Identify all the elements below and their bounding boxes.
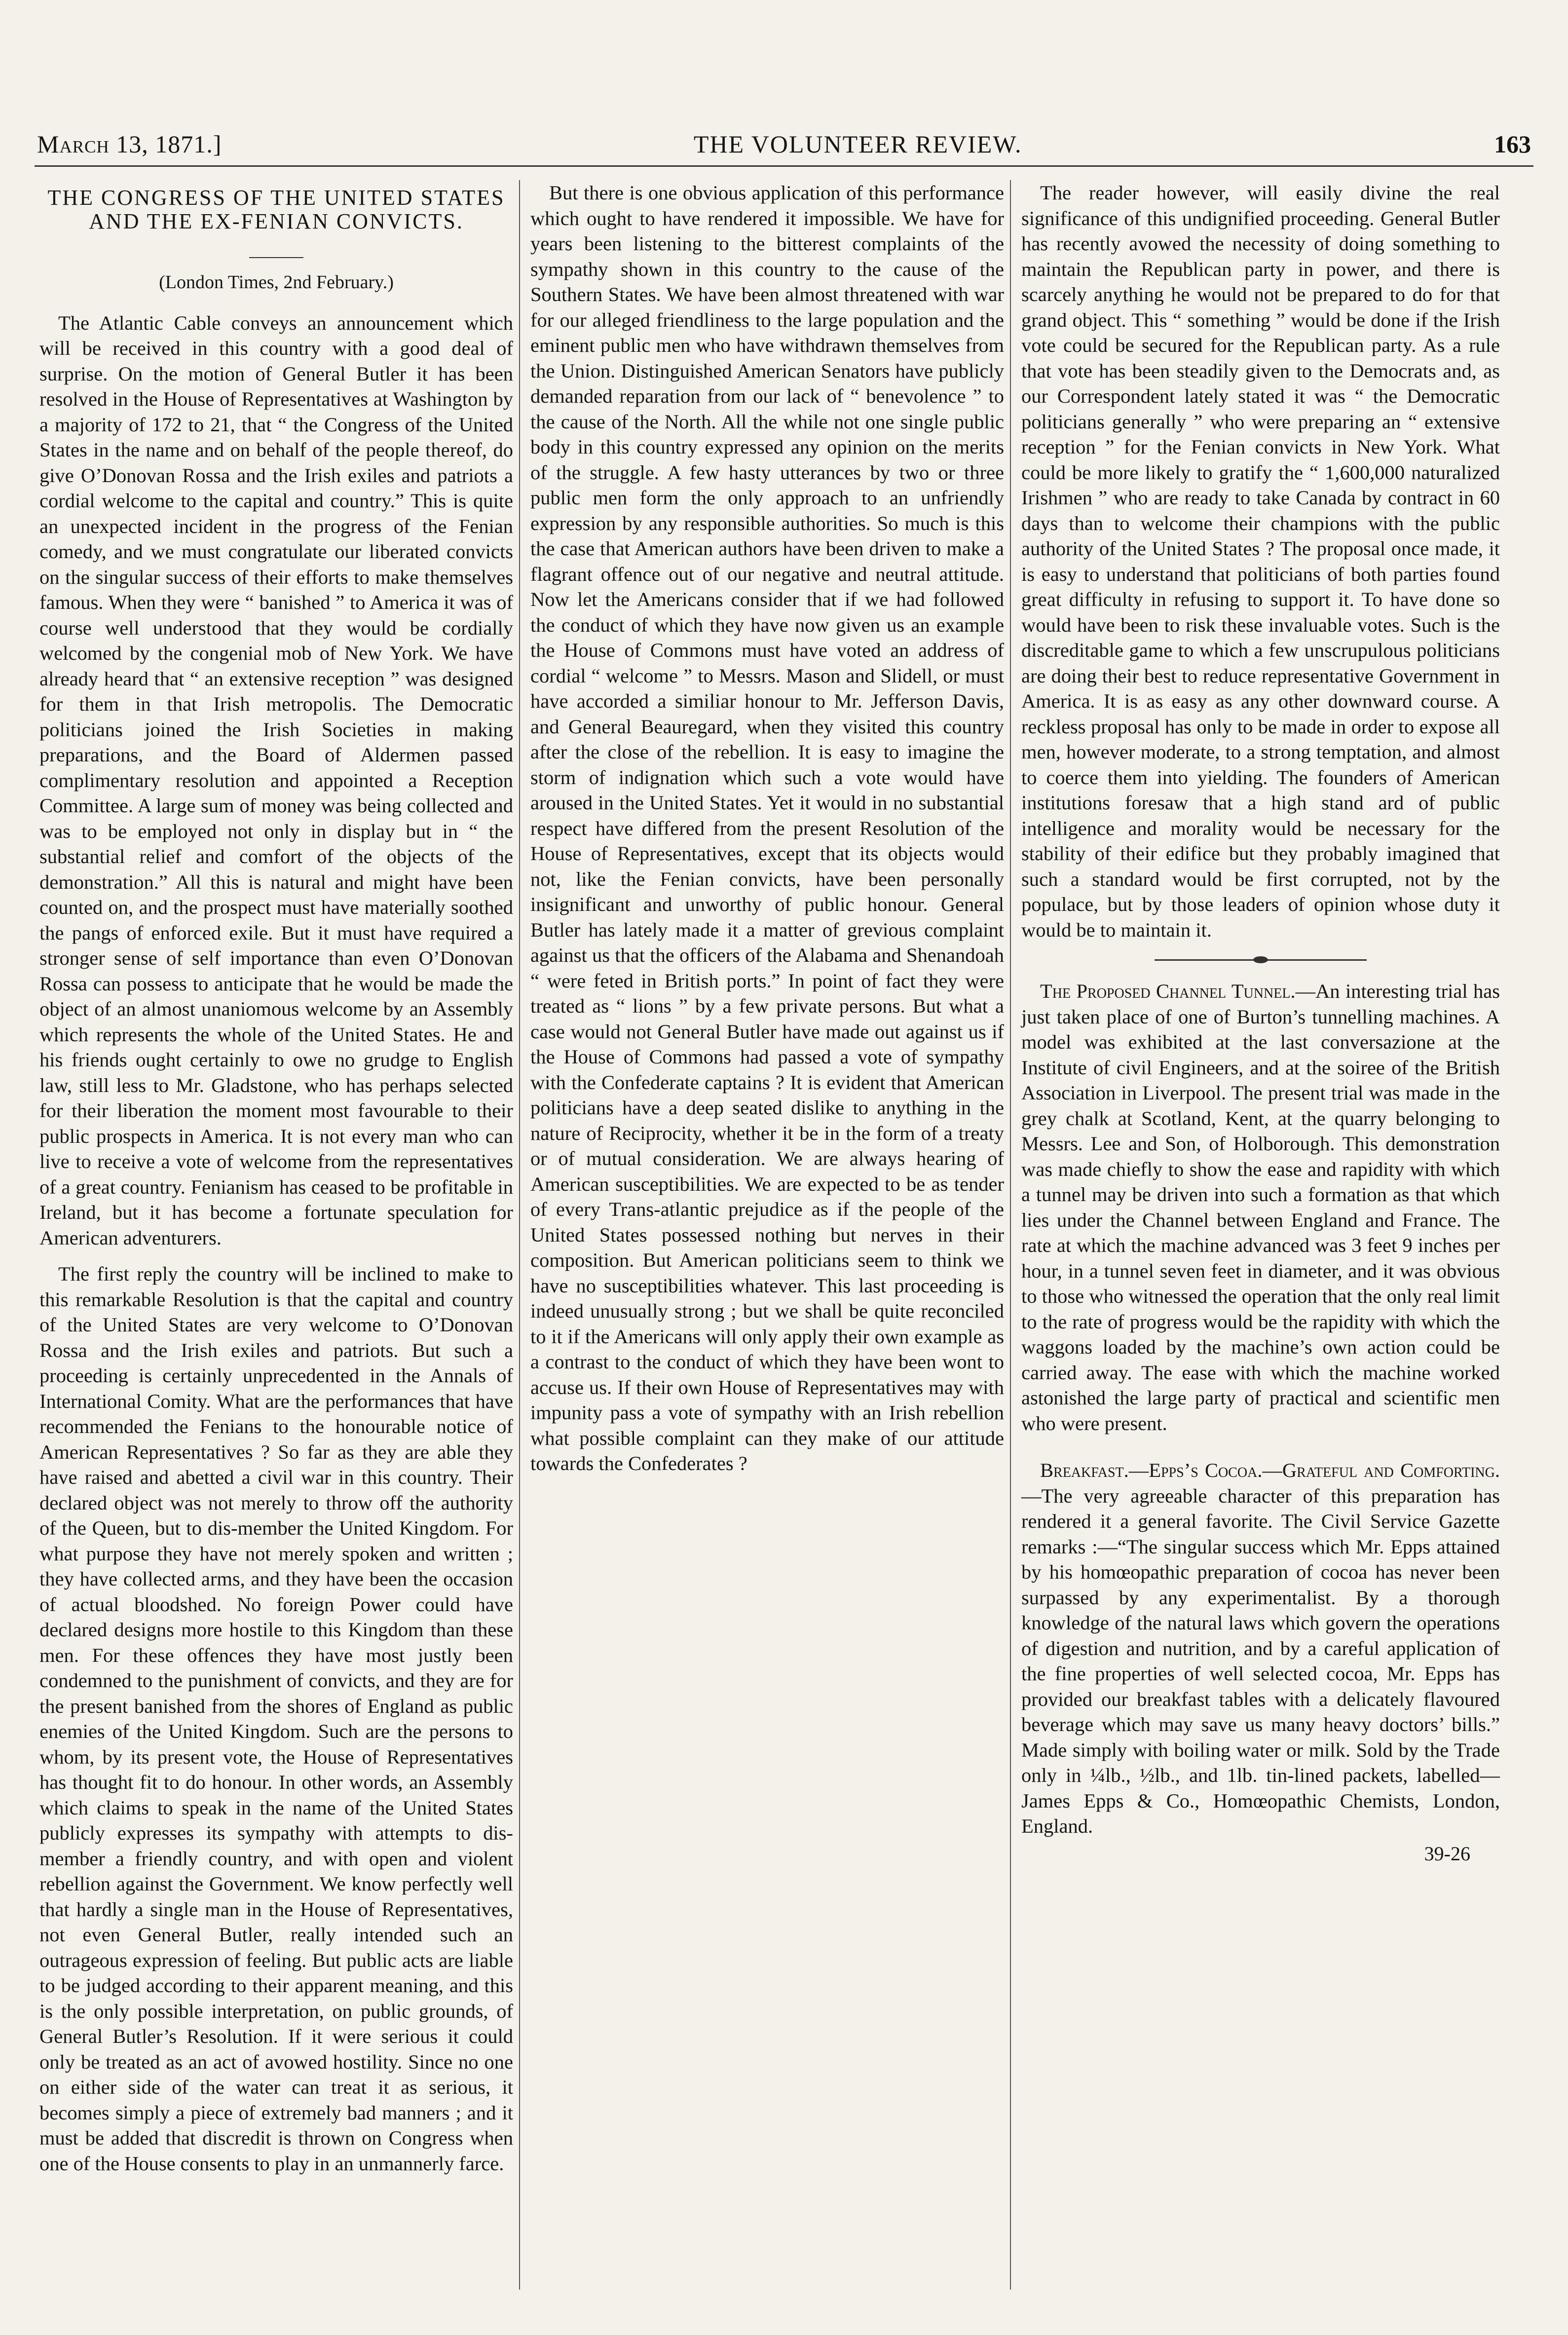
article-paragraph: The Atlantic Cable conveys an announcement which will be received in this country with a good deal of surprise. On the motion of General Butler it has been resolved in the House of Representatives at Washington by a majority of 172 to 21, that “ the Congress of the United States in the name and on behalf of the people thereof, do give O’Donovan Rossa and the Irish exiles and patriots a cordial welcome to the capital and country.” This is quite an unexpected incident in the progress of the Fenian comedy, and we must congratulate our liberated convicts on the singular success of their efforts to make themselves famous. When they were “ banished ” to America it was of course well understood that they would be cordially welcomed by the congenial mob of New York. We have already heard that “ an extensive reception ” was designed for them in that Irish metropolis. The Democratic politicians joined the Irish Societies in making preparations, and the Board of Aldermen passed complimentary resolution and appointed a Reception Committee. A large sum of money was being collected and was to be employed not only in display but in “ the substantial relief and comfort of the objects of the demonstration.” All this is natural and might have been counted on, and the prospect must have materially soothed the pangs of enforced exile. But it must have required a stronger sense of self importance than even O’Donovan Rossa can possess to anticipate that he would be made the object of an almost unaniomous welcome by an Assembly which represents the whole of the United States. He and his friends ought certainly to owe no grudge to English law, still less to Mr. Gladstone, who has perhaps selected for their liberation the moment most favourable to their public prospects in America. It is not every man who can live to receive a vote of welcome from the representatives of a great country. Fenianism has ceased to be profitable in Ireland, but it has become a fortunate speculation for American adventurers.: [39, 311, 513, 1249]
article-paragraph: But there is one obvious application of this performance which ought to have rendered it impossible. We have for years been listening to the bitterest complaints of the sympathy shown in this country to the cause of the Southern States. We have been almost threatened with war for our alleged friendliness to the large population and the eminent public men who have withdrawn themselves from the Union. Distinguished American Senators have publicly demanded reparation from our lack of “ benevolence ” to the cause of the North. All the while not one single public body in this country expressed any opinion on the merits of the struggle. A few hasty utterances by two or three public men form the only approach to an unfriendly expression by any responsible authorities. So much is this the case that American authors have been driven to make a flagrant offence out of our negative and neutral attitude. Now let the Americans consider that if we had followed the conduct of which they have now given us an example the House of Commons must have voted an address of cordial “ welcome ” to Messrs. Mason and Slidell, or must have accorded a similiar honour to Mr. Jefferson Davis, and General Beauregard, when they visited this country after the close of the rebellion. It is easy to imagine the storm of indignation which such a vote would have aroused in the United States. Yet it would in no substantial respect have differed from the present Resolution of the House of Representatives, except that its objects would not, like the Fenian convicts, have been personally insignificant and unworthy of public honour. General Butler has lately made it a matter of grevious complaint against us that the officers of the Alabama and Shenandoah “ were feted in British ports.” In point of fact they were treated as “ lions ” by a few private persons. But what a case would not General Butler have made out against us if the House of Commons had passed a vote of sympathy with the Confederate captains ? It is evident that American politicians have a deep seated dislike to anything in the nature of Reciprocity, whether it be in the form of a treaty or of mutual consideration. We are always hearing of American susceptibilities. We are expected to be as tender of every Trans-atlantic prejudice as if the people of the United States possessed nothing but nerves in their composition. But American politicians seem to think we have no susceptibilities whatever. This last proceeding is indeed unusually strong ; but we shall be quite reconciled to it if the Americans will only apply their own example as a contrast to the conduct of which they have been wont to accuse us. If their own House of Representatives may with impunity pass a vote of sympathy with an Irish rebellion what possible complaint can they make of our attitude towards the Confederates ?: [530, 182, 1004, 1474]
page-number: 163: [1494, 130, 1531, 158]
cocoa-advertisement: [1021, 1458, 1500, 1839]
publication-title: THE VOLUNTEER REVIEW.: [693, 130, 1022, 158]
title-rule: [249, 257, 303, 258]
article-paragraph: The reader however, will easily divine the real significance of this undignified proceeding. General Butler has recently avowed the necessity of doing something to maintain the Republican party in power, and there is scarcely anything he would not be prepared to do for that grand object. This “ something ” would be done if the Irish vote could be secured for the Republican party. As a rule that vote has been steadily given to the Democrats and, as our Correspondent lately stated it was “ the Democratic politicians generally ” who were preparing an “ extensive reception ” for the Fenian convicts in New York. What could be more likely to gratify the “ 1,600,000 naturalized Irishmen ” who are ready to take Canada by contract in 60 days than to welcome their champions with the public authority of the United States ? The proposal once made, it is easy to understand that politicians of both parties found great difficulty in refusing to support it. To have done so would have been to risk these invaluable votes. Such is the discreditable game to which a few unscrupulous politicians are doing their best to reduce representative Government in America. It is as easy as any other downward course. A reckless proposal has only to be made in order to expose all men, however moderate, to a strong temptation, and almost to coerce them into yielding. The founders of American institutions foresaw that a high stand ard of public intelligence and morality would be necessary for the stability of their edifice but they probably imagined that such a standard would be first corrupted, not by the populace, but by those leaders of opinion whose duty it would be to maintain it.: [1021, 182, 1500, 941]
running-head: [37, 129, 1531, 159]
header-rule: [35, 165, 1533, 167]
column-middle: [530, 180, 1004, 1476]
column-right: [1021, 180, 1500, 1866]
column-divider-right: [1010, 180, 1011, 2290]
tunnel-item: [1021, 979, 1500, 1436]
column-left: [39, 180, 513, 2176]
cocoa-text: —The very agreeable character of this preparation has rendered it a general favorite. The Civil Service Gazette remarks :—“The singular success which Mr. Epps attained by his homœopathic preparation of cocoa has never been surpassed by any experimentalist. By a thorough knowledge of the natural laws which govern the operations of digestion and nutrition, and by a careful application of the fine properties of well selected cocoa, Mr. Epps has provided our breakfast tables with a delicately flavoured beverage which may save us many heavy doctors’ bills.” Made simply with boiling water or milk. Sold by the Trade only in ¼lb., ½lb., and 1lb. tin-lined packets, labelled—James Epps & Co., Homœopathic Chemists, London, England.: [1021, 1484, 1500, 1837]
tunnel-text: —An interesting trial has just taken place of one of Burton’s tunnelling machines. A model was exhibited at the last conversazione at the Institute of civil Engineers, and at the soiree of the British Association in Liverpool. The present trial was made in the grey chalk at Scotland, Kent, at the quarry belonging to Messrs. Lee and Son, of Holborough. This demonstration was made chiefly to show the ease and rapidity with which a tunnel may be driven into such a formation as that which lies under the Channel between England and France. The rate at which the machine advanced was 3 feet 9 inches per hour, in a tunnel seven feet in diameter, and it was obvious to those who witnessed the operation that the only real limit to the rate of progress would be the rapidity with which the waggons loaded by the machine’s own action could be carried away. The ease with which the machine worked astonished the large party of practical and scientific men who were present.: [1021, 980, 1500, 1434]
issue-date: March 13, 1871.]: [37, 130, 222, 158]
column-divider-left: [519, 180, 520, 2290]
article-title: THE CONGRESS OF THE UNITED STATES AND THE EX-FENIAN CONVICTS.: [47, 186, 505, 233]
advertisement-number: 39-26: [1424, 1842, 1470, 1865]
article-paragraph: The first reply the country will be inclined to make to this remarkable Resolution is that the capital and country of the United States are very welcome to O’Donovan Rossa and the Irish exiles and patriots. But such a proceeding is certainly unprecedented in the Annals of International Comity. What are the performances that have recommended the Fenians to the honourable notice of American Representatives ? So far as they are able they have raised and abetted a civil war in this country. Their declared object was not merely to throw off the authority of the Queen, but to dis-member the United Kingdom. For what purpose they have not merely spoken and written ; they have collected arms, and they have been the occasion of actual bloodshed. No foreign Power could have declared designs more hostile to this Kingdom than these men. For these offences they have most justly been condemned to the punishment of convicts, and they are for the present banished from the shores of England as public enemies of the United Kingdom. Such are the persons to whom, by its present vote, the House of Representatives has thought fit to do honour. In other words, an Assembly which claims to speak in the name of the United States publicly expresses its sympathy with attempts to dis-member a friendly country, and with open and violent rebellion against the Government. We know perfectly well that hardly a single man in the House of Representatives, not even General Butler, really intended such an outrageous expression of feeling. But public acts are liable to be judged according to their apparent meaning, and this is the only possible interpretation, on public grounds, of General Butler’s Resolution. If it were serious it could only be treated as an act of avowed hostility. Since no one on either side of the water can treat it as serious, it becomes simply a piece of extremely bad manners ; and it must be added that discredit is thrown on Congress when one of the House consents to play in an unmannerly farce.: [39, 1263, 513, 2175]
section-rule: [1155, 959, 1367, 961]
tunnel-heading: The Proposed Channel Tunnel.: [1040, 980, 1296, 1002]
cocoa-heading: Breakfast.—Epps’s Cocoa.—Grateful and Comforting.: [1040, 1459, 1500, 1481]
article-source: (London Times, 2nd February.): [159, 272, 394, 293]
